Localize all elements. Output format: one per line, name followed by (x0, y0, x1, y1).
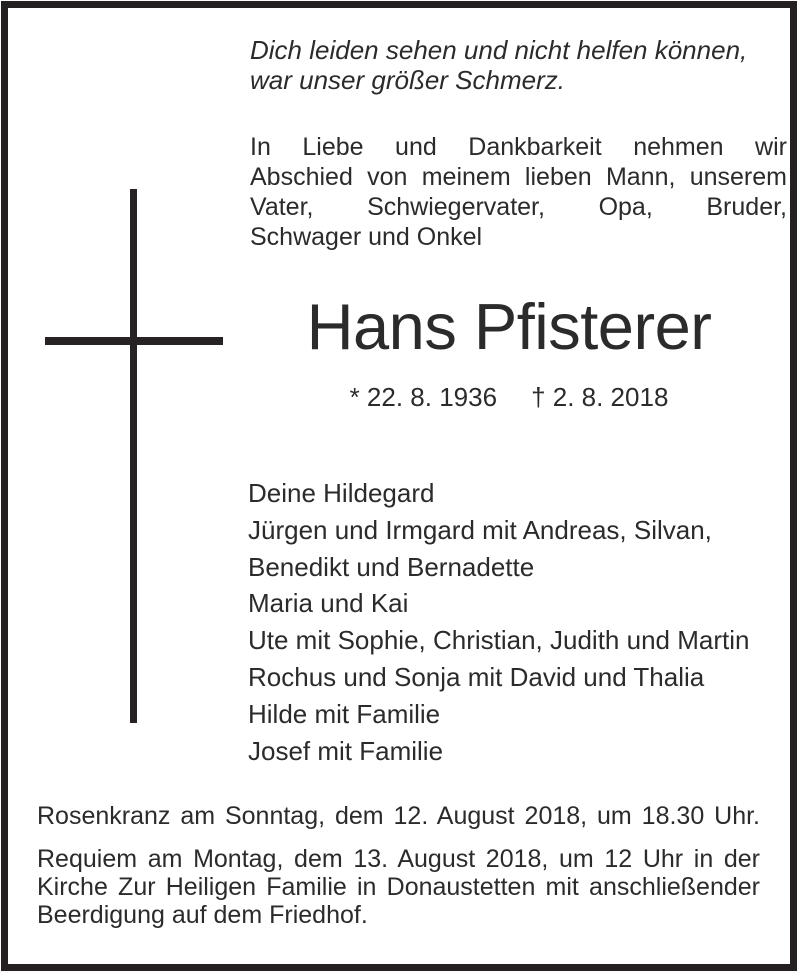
requiem-line: Kirche Zur Heiligen Familie in Donaustetten mit anschließender (37, 872, 760, 901)
cross-horizontal-bar (45, 337, 223, 345)
intro-line: Schwager und Onkel (250, 223, 483, 251)
intro-line: Vater, Schwiegervater, Opa, Bruder, (250, 193, 787, 221)
cross-vertical-bar (130, 189, 137, 723)
deceased-name: Hans Pfisterer (306, 290, 712, 363)
epigraph-line: war unser größer Schmerz. (250, 65, 565, 95)
mourner-entry: Rochus und Sonja mit David und Thalia (248, 661, 705, 692)
mourner-entry: Deine Hildegard (248, 478, 435, 508)
intro-line: In Liebe und Dankbarkeit nehmen wir (250, 133, 787, 161)
epigraph (250, 35, 787, 95)
rosary-info: Rosenkranz am Sonntag, dem 12. August 2018, um 18.30 Uhr. (37, 802, 760, 830)
mourners-list (248, 475, 788, 769)
requiem-line: Requiem am Montag, dem 13. August 2018, um 12 Uhr in der (37, 845, 760, 873)
paragraph-spacer (37, 831, 760, 846)
mourner-entry: Ute mit Sophie, Christian, Judith und Martin (248, 625, 750, 656)
birth-date: * 22. 8. 1936 (349, 382, 498, 412)
life-dates (249, 382, 769, 412)
epigraph-line: Dich leiden sehen und nicht helfen können, (250, 35, 748, 65)
intro-line: Abschied von meinem lieben Mann, unserem (250, 163, 787, 191)
mourner-entry: Benedikt und Bernadette (248, 551, 535, 582)
requiem-info (37, 846, 760, 929)
mourner-entry: Maria und Kai (248, 588, 409, 619)
mourner-entry: Jürgen und Irmgard mit Andreas, Silvan, (248, 514, 712, 545)
service-info (37, 801, 760, 929)
requiem-line: Beerdigung auf dem Friedhof. (37, 900, 368, 929)
intro-paragraph (250, 132, 787, 252)
mourner-entry: Josef mit Familie (248, 735, 444, 766)
death-date: † 2. 8. 2018 (531, 382, 669, 412)
mourner-entry: Hilde mit Familie (248, 698, 441, 729)
